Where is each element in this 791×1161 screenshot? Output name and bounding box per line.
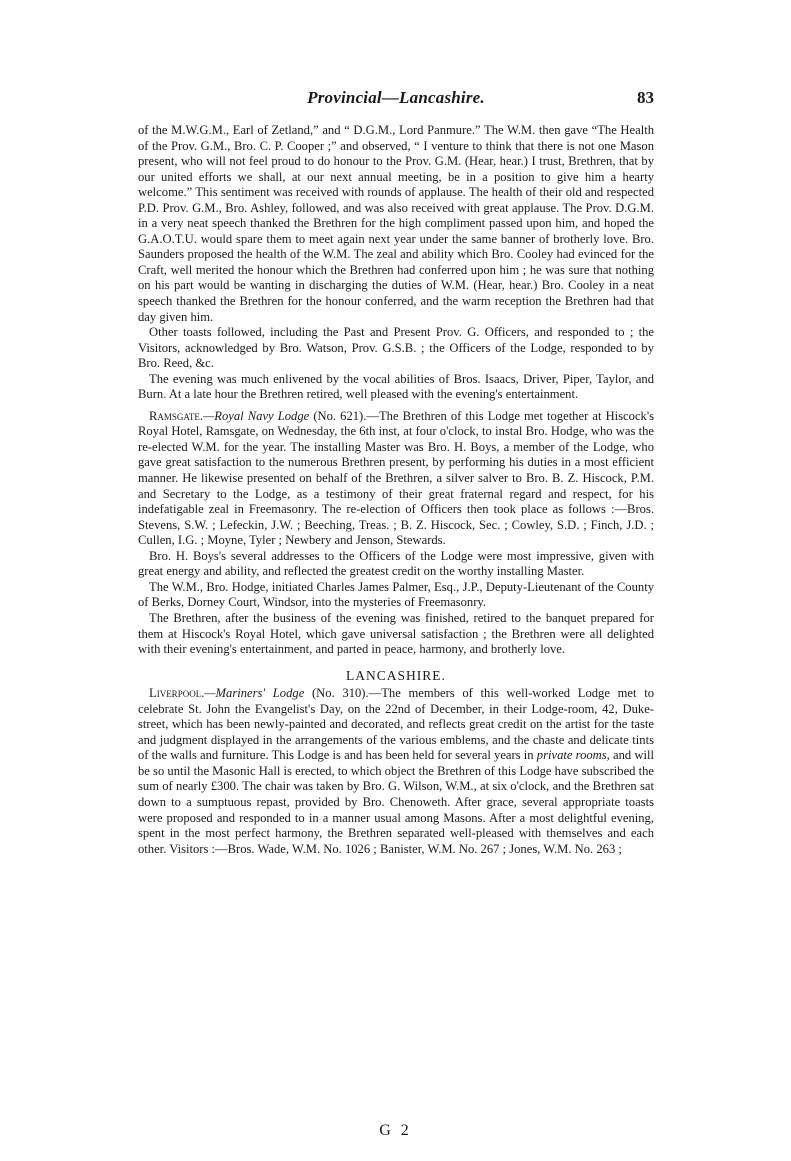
lodge-name: —Royal Navy Lodge (203, 408, 310, 423)
liverpool-text-b: and will be so until the Masonic Hall is erected, to which object the Brethren of this Lodge have subscribed the sum of nearly £300. The chair was taken by Bro. G. Wilson, W.M., at six o'clock, and the Brethren sat down to a sumptuous repast, provided by Bro. Chenoweth. After grace, several appropriate toasts were proposed and responded to in a manner usual among Masons. After a most delightful evening, spent in the most perfect harmony, the Brethren separated well-pleased with themselves and each other. Visitors :—Bros. Wade, W.M. No. 1026 ; Banister, W.M. No. 267 ; Jones, W.M. No. 263 ; (138, 748, 655, 856)
article-body (138, 123, 654, 857)
paragraph-other-toasts: Other toasts followed, including the Past and Present Prov. G. Officers, and responded to ; the Visitors, acknowledged by Bro. Watson, Prov. G.S.B. ; the Officers of the Lodge, responded to by Bro. Reed, &c. (138, 325, 654, 371)
place-name: Liverpool. (149, 686, 205, 701)
lodge-name: —Mariners' Lodge (204, 686, 305, 701)
page-number: 83 (637, 88, 654, 107)
signature-mark: G 2 (379, 1122, 412, 1139)
paragraph-liverpool (138, 686, 654, 857)
paragraph-evening: The evening was much enlivened by the vocal abilities of Bros. Isaacs, Driver, Piper, Taylor, and Burn. At a late hour the Brethren retired, well pleased with the evening's entertainment. (138, 371, 654, 402)
place-name: Ramsgate. (149, 408, 204, 423)
private-rooms-text: private rooms, (536, 748, 610, 763)
paragraph-addresses: Bro. H. Boys's several addresses to the Officers of the Lodge were most impressive, given with great energy and ability, and reflected the greatest credit on the worthy installing Master. (138, 548, 654, 579)
paragraph-banquet: The Brethren, after the business of the evening was finished, retired to the banquet prepared for them at Hiscock's Royal Hotel, which gave universal satisfaction ; the Brethren were all delighted with their evening's entertainment, and parted in peace, harmony, and brotherly love. (138, 610, 654, 657)
paragraph-ramsgate (138, 409, 654, 549)
running-title: Provincial—Lancashire. (307, 88, 485, 107)
paragraph-toasts: of the M.W.G.M., Earl of Zetland,” and “ D.G.M., Lord Panmure.” The W.M. then gave “The Health of the Prov. G.M., Bro. C. P. Cooper ;” and observed, “ I venture to think that there is not one Mason present, who will not feel proud to do honour to the Prov. G.M. (Hear, hear.) I trust, Brethren, that by our united efforts we shall, at our next annual meeting, be in a position to give him a hearty welcome.” This sentiment was received with rounds of applause. The health of their old and respected P.D. Prov. G.M., Bro. Ashley, followed, and was also received with great applause. The Prov. D.G.M. in a very neat speech thanked the Brethren for the high compliment passed upon him, and hoped the G.A.O.T.U. would spare them to meet again next year under the same banner of brotherly love. Bro. Saunders proposed the health of the W.M. The zeal and ability which Bro. Cooley had evinced for the Craft, well merited the honour which the Brethren had conferred upon him ; he was sure that nothing on his part would be wanting in discharging the duties of W.M. (Hear, hear.) Bro. Cooley in a neat speech thanked the Brethren for the honour conferred, and the warm reception the Brethren had that day given him. (138, 123, 654, 324)
paragraph-initiation: The W.M., Bro. Hodge, initiated Charles James Palmer, Esq., J.P., Deputy-Lieutenant of the County of Berks, Dorney Court, Windsor, into the mysteries of Freemasonry. (138, 579, 654, 610)
liverpool-text-a: (No. 310).—The members of this well-worked Lodge met to celebrate St. John the Evangelist's Day, on the 22nd of December, in their Lodge-room, 42, Duke-street, which has been newly-painted and decorated, and reflects great credit on the artist for the taste and judgment displayed in the arrangements of the various emblems, and the chaste and delicate tints of the walls and furniture. This Lodge is and has been held for several years in (138, 686, 655, 763)
page-header (138, 88, 654, 112)
ramsgate-text: (No. 621).—The Brethren of this Lodge met together at Hiscock's Royal Hotel, Ramsgate, on Wednesday, the 6th inst, at four o'clock, to instal Bro. Hodge, who was the re-elected W.M. for the year. The installing Master was Bro. H. Boys, a member of the Lodge, who gave great satisfaction to the numerous Brethren present, by performing his duties in a most efficient manner. He likewise presented on behalf of the Brethren, a silver salver to Bro. B. Z. Hiscock, P.M. and Secretary to the Lodge, as a testimony of their great fraternal regard and respect, for his indefatigable zeal in Freemasonry. The re-election of Officers then took place as follows :—Bros. Stevens, S.W. ; Lefeckin, J.W. ; Beeching, Treas. ; B. Z. Hiscock, Sec. ; Cowley, S.D. ; Finch, J.D. ; Cullen, I.G. ; Moyne, Tyler ; Newbery and Jenson, Stewards. (138, 408, 655, 548)
section-heading: LANCASHIRE. (346, 667, 446, 683)
